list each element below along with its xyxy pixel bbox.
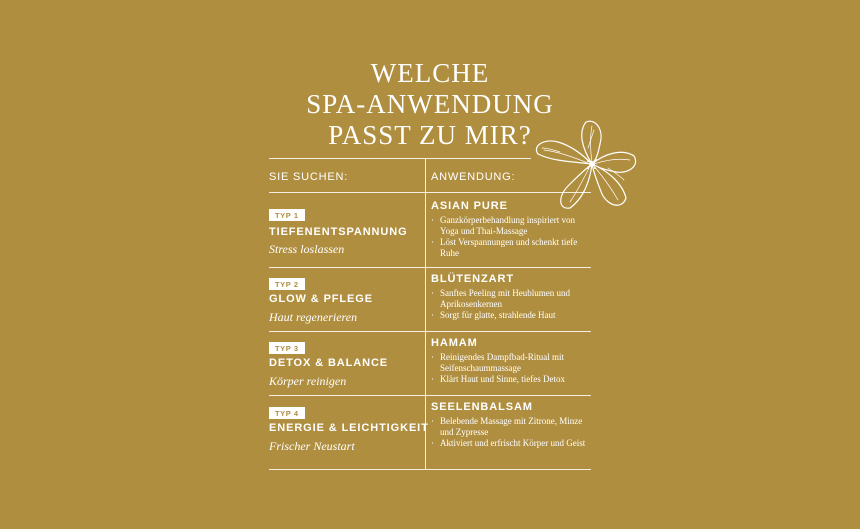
type-badge: TYP 1 bbox=[269, 209, 305, 221]
table-row bbox=[269, 268, 591, 331]
application-bullets bbox=[431, 352, 593, 385]
type-title: ENERGIE & LEICHTIGKEIT bbox=[269, 422, 429, 434]
application-title: BLÜTENZART bbox=[431, 273, 514, 285]
page-title bbox=[0, 58, 860, 151]
type-title: GLOW & PFLEGE bbox=[269, 293, 373, 305]
title-line-2: SPA-ANWENDUNG bbox=[306, 89, 554, 119]
bullet-item: · Sorgt für glatte, strahlende Haut bbox=[431, 310, 593, 321]
bullet-item: · Klärt Haut und Sinne, tiefes Detox bbox=[431, 374, 593, 385]
application-title: SEELENBALSAM bbox=[431, 401, 533, 413]
bullet-item: · Löst Verspannungen und schenkt tiefe Ruhe bbox=[431, 237, 593, 259]
type-badge: TYP 3 bbox=[269, 342, 305, 354]
type-subtitle: Körper reinigen bbox=[269, 374, 347, 388]
application-bullets bbox=[431, 416, 593, 449]
bullet-item: · Ganzkörperbehandlung inspiriert von Yoga und Thai-Massage bbox=[431, 215, 593, 237]
table-bottom-line bbox=[269, 469, 591, 470]
type-badge: TYP 4 bbox=[269, 407, 305, 419]
type-title: DETOX & BALANCE bbox=[269, 357, 389, 369]
bullet-item: · Sanftes Peeling mit Heublumen und Aprikosenkernen bbox=[431, 288, 593, 310]
table-row bbox=[269, 193, 591, 267]
col-header-sie-suchen: SIE SUCHEN: bbox=[269, 171, 349, 183]
bullet-item: · Belebende Massage mit Zitrone, Minze und Zypresse bbox=[431, 416, 593, 438]
type-subtitle: Stress loslassen bbox=[269, 242, 345, 256]
application-title: ASIAN PURE bbox=[431, 200, 508, 212]
bullet-item: · Reinigendes Dampfbad-Ritual mit Seifenschaummassage bbox=[431, 352, 593, 374]
table-top-line bbox=[269, 158, 531, 159]
table-row bbox=[269, 396, 591, 469]
bullet-item: · Aktiviert und erfrischt Körper und Geist bbox=[431, 438, 593, 449]
application-title: HAMAM bbox=[431, 337, 478, 349]
col-header-anwendung: ANWENDUNG: bbox=[431, 171, 516, 183]
title-line-3: PASST ZU MIR? bbox=[328, 120, 532, 150]
type-title: TIEFENENTSPANNUNG bbox=[269, 226, 408, 238]
type-subtitle: Frischer Neustart bbox=[269, 439, 355, 453]
type-subtitle: Haut regenerieren bbox=[269, 310, 358, 324]
title-line-1: WELCHE bbox=[370, 58, 490, 88]
application-bullets bbox=[431, 215, 593, 259]
table-row bbox=[269, 332, 591, 395]
type-badge: TYP 2 bbox=[269, 278, 305, 290]
application-bullets bbox=[431, 288, 593, 321]
